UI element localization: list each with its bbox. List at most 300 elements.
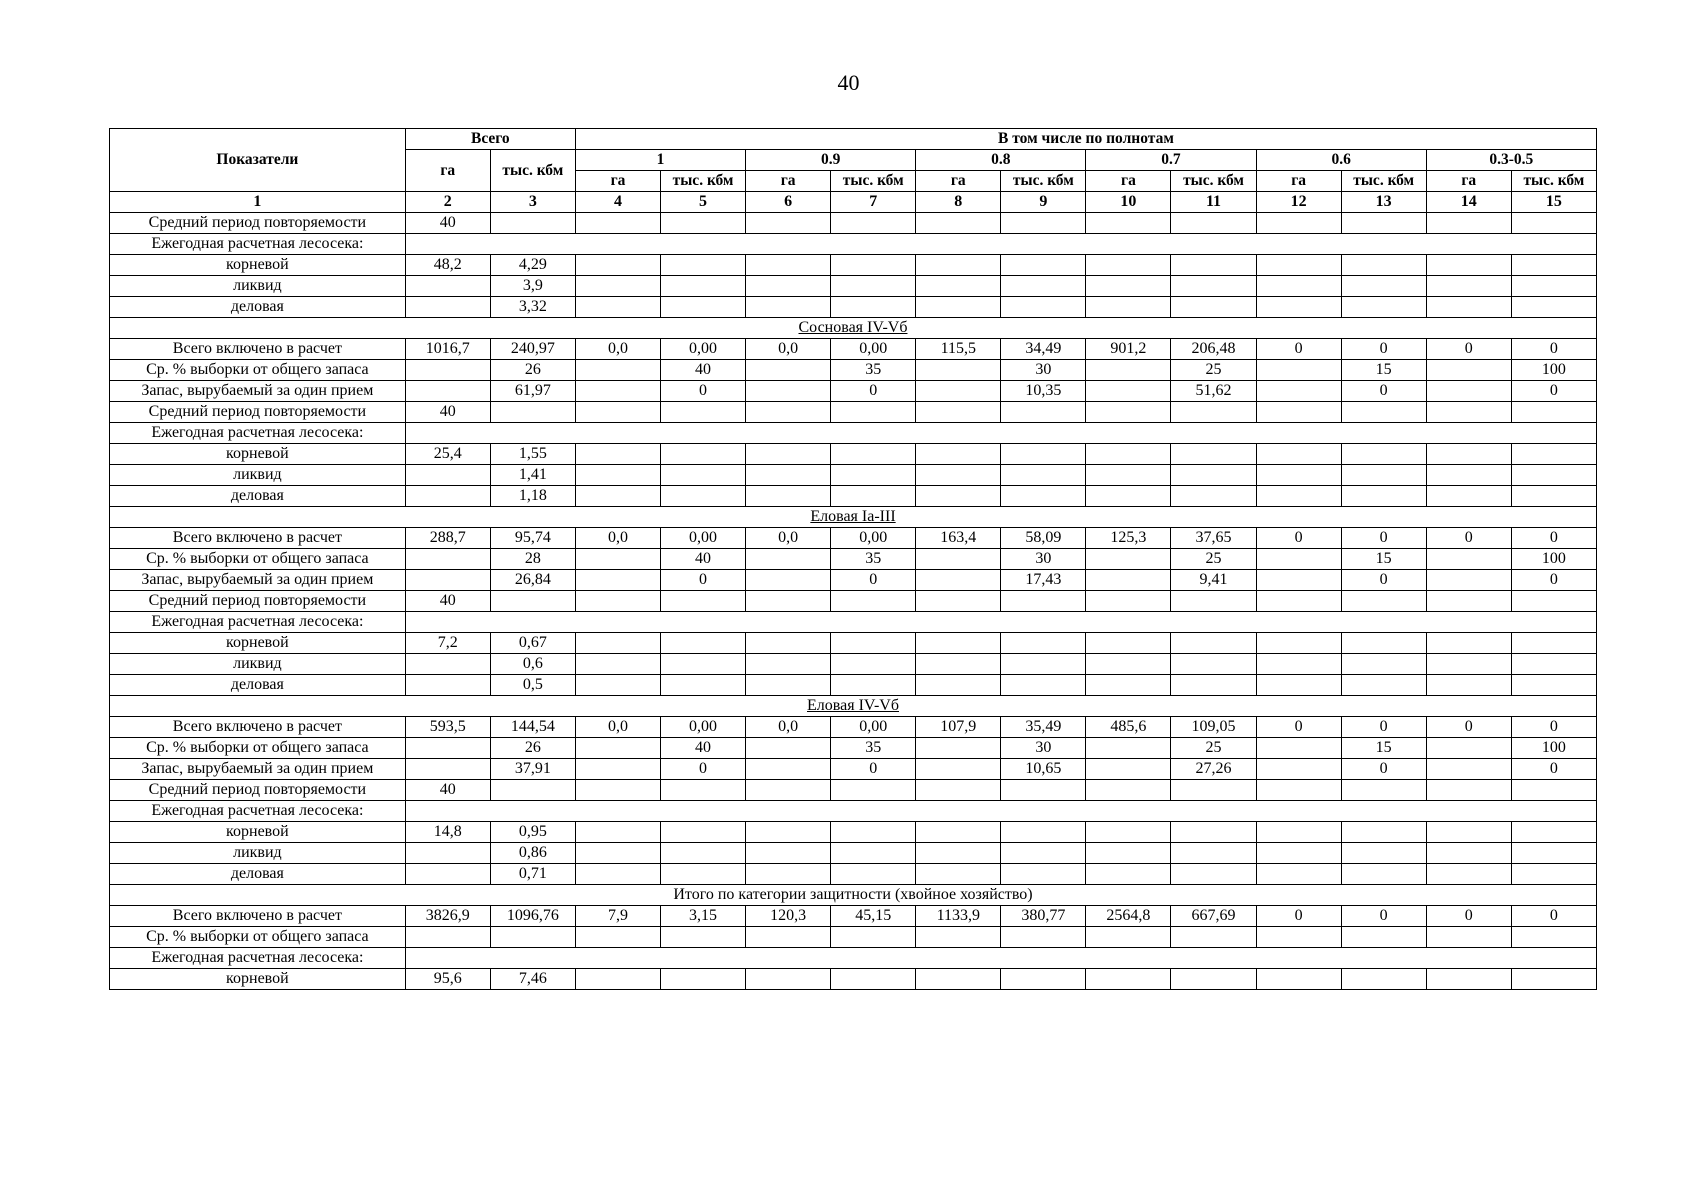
table-cell	[575, 570, 660, 591]
section-row	[110, 696, 1597, 717]
table-cell: 163,4	[916, 528, 1001, 549]
table-cell	[1001, 780, 1086, 801]
table-cell	[1086, 360, 1171, 381]
table-cell	[661, 465, 746, 486]
table-cell	[1001, 822, 1086, 843]
row-label: деловая	[110, 486, 406, 507]
table-cell: 0	[1341, 339, 1426, 360]
table-cell: 28	[490, 549, 575, 570]
header-unit-ha: га	[1426, 171, 1511, 192]
table-cell: 0	[1341, 759, 1426, 780]
table-cell	[1256, 402, 1341, 423]
table-cell	[1341, 843, 1426, 864]
table-cell: 0,6	[490, 654, 575, 675]
table-cell	[575, 738, 660, 759]
table-cell	[1511, 675, 1596, 696]
table-cell: 51,62	[1171, 381, 1256, 402]
table-cell	[1256, 591, 1341, 612]
table-cell	[916, 297, 1001, 318]
table-cell	[661, 822, 746, 843]
table-cell	[1171, 276, 1256, 297]
column-number: 5	[661, 192, 746, 213]
table-cell: 0,0	[746, 528, 831, 549]
table-cell: 485,6	[1086, 717, 1171, 738]
table-cell	[405, 360, 490, 381]
table-cell	[1426, 927, 1511, 948]
table-cell	[1511, 864, 1596, 885]
table-cell	[746, 780, 831, 801]
table-cell	[1086, 654, 1171, 675]
table-cell: 15	[1341, 360, 1426, 381]
table-cell: 107,9	[916, 717, 1001, 738]
table-cell	[1426, 591, 1511, 612]
table-cell	[490, 591, 575, 612]
table-cell	[831, 465, 916, 486]
table-cell	[1086, 822, 1171, 843]
table-cell: 0,95	[490, 822, 575, 843]
section-row	[110, 885, 1597, 906]
table-cell: 3,32	[490, 297, 575, 318]
table-cell: 58,09	[1001, 528, 1086, 549]
table-cell: 25	[1171, 738, 1256, 759]
table-cell	[405, 843, 490, 864]
row-label: ликвид	[110, 843, 406, 864]
table-cell	[746, 486, 831, 507]
table-cell	[1001, 213, 1086, 234]
row-label: корневой	[110, 822, 406, 843]
table-row	[110, 633, 1597, 654]
table-cell: 0,86	[490, 843, 575, 864]
table-row	[110, 339, 1597, 360]
table-cell	[746, 654, 831, 675]
table-cell	[1171, 969, 1256, 990]
table-cell	[1001, 675, 1086, 696]
table-row	[110, 528, 1597, 549]
table-cell	[746, 591, 831, 612]
table-cell	[746, 822, 831, 843]
table-cell	[831, 969, 916, 990]
table-cell	[831, 675, 916, 696]
empty-span	[405, 801, 1596, 822]
table-cell	[575, 381, 660, 402]
table-cell	[575, 486, 660, 507]
table-cell: 35	[831, 360, 916, 381]
table-cell	[575, 255, 660, 276]
table-cell	[1171, 927, 1256, 948]
header-unit-ha: га	[1086, 171, 1171, 192]
table-cell: 0	[1341, 717, 1426, 738]
header-unit-volume: тыс. кбм	[1001, 171, 1086, 192]
table-cell	[746, 843, 831, 864]
row-label: ликвид	[110, 276, 406, 297]
header-unit-ha: га	[575, 171, 660, 192]
table-cell	[1341, 633, 1426, 654]
table-cell	[916, 570, 1001, 591]
table-cell	[575, 843, 660, 864]
table-cell: 15	[1341, 549, 1426, 570]
table-cell: 37,65	[1171, 528, 1256, 549]
column-number: 11	[1171, 192, 1256, 213]
table-cell	[405, 549, 490, 570]
table-cell	[575, 213, 660, 234]
table-cell	[405, 759, 490, 780]
table-cell: 0,71	[490, 864, 575, 885]
table-cell	[1086, 927, 1171, 948]
table-cell	[661, 969, 746, 990]
table-row	[110, 276, 1597, 297]
table-cell: 0	[1426, 339, 1511, 360]
header-unit-volume: тыс. кбм	[1341, 171, 1426, 192]
table-cell	[1171, 675, 1256, 696]
table-cell	[1341, 255, 1426, 276]
table-cell	[1086, 276, 1171, 297]
table-cell	[746, 864, 831, 885]
table-cell	[1086, 444, 1171, 465]
table-cell: 0	[1256, 906, 1341, 927]
table-cell: 100	[1511, 738, 1596, 759]
table-cell	[1086, 465, 1171, 486]
table-cell: 40	[661, 738, 746, 759]
table-cell	[1341, 822, 1426, 843]
table-cell	[1426, 654, 1511, 675]
table-cell	[1426, 969, 1511, 990]
table-cell	[661, 780, 746, 801]
table-cell	[1001, 402, 1086, 423]
column-number: 8	[916, 192, 1001, 213]
table-cell	[831, 843, 916, 864]
table-row	[110, 780, 1597, 801]
table-cell	[1001, 276, 1086, 297]
section-title: Еловая IV-Vб	[110, 696, 1597, 717]
table-cell	[916, 255, 1001, 276]
column-number: 14	[1426, 192, 1511, 213]
table-cell	[1001, 465, 1086, 486]
table-cell	[1341, 675, 1426, 696]
row-label: Всего включено в расчет	[110, 339, 406, 360]
table-cell: 3826,9	[405, 906, 490, 927]
table-cell	[1086, 864, 1171, 885]
table-cell	[490, 780, 575, 801]
table-cell	[1426, 381, 1511, 402]
empty-span	[405, 234, 1596, 255]
table-cell: 7,46	[490, 969, 575, 990]
table-cell	[575, 360, 660, 381]
row-label: Всего включено в расчет	[110, 906, 406, 927]
table-cell	[1001, 654, 1086, 675]
table-cell	[1426, 759, 1511, 780]
table-cell	[1426, 276, 1511, 297]
row-label: Ср. % выборки от общего запаса	[110, 927, 406, 948]
table-cell	[1256, 864, 1341, 885]
table-cell	[916, 969, 1001, 990]
table-cell	[1256, 969, 1341, 990]
table-cell	[831, 927, 916, 948]
table-cell: 7,2	[405, 633, 490, 654]
table-cell	[916, 549, 1001, 570]
table-cell	[575, 276, 660, 297]
table-cell	[1511, 465, 1596, 486]
table-cell	[1426, 465, 1511, 486]
section-title: Еловая Iа-III	[110, 507, 1597, 528]
table-cell	[1341, 486, 1426, 507]
row-label: Средний период повторяемости	[110, 591, 406, 612]
table-cell	[1511, 633, 1596, 654]
table-cell	[916, 381, 1001, 402]
table-cell: 0	[661, 759, 746, 780]
table-cell	[1426, 675, 1511, 696]
table-cell	[405, 864, 490, 885]
header-indicators: Показатели	[110, 129, 406, 192]
table-cell	[1086, 633, 1171, 654]
column-number: 10	[1086, 192, 1171, 213]
table-cell	[746, 402, 831, 423]
row-label: Всего включено в расчет	[110, 528, 406, 549]
row-label: Ср. % выборки от общего запаса	[110, 738, 406, 759]
table-cell	[1511, 654, 1596, 675]
table-cell: 0,67	[490, 633, 575, 654]
table-cell	[746, 759, 831, 780]
table-cell: 0	[831, 381, 916, 402]
table-cell: 30	[1001, 549, 1086, 570]
table-cell	[746, 360, 831, 381]
table-cell	[746, 969, 831, 990]
table-cell	[1256, 633, 1341, 654]
table-cell	[746, 465, 831, 486]
table-cell	[746, 549, 831, 570]
table-cell	[575, 465, 660, 486]
table-row	[110, 465, 1597, 486]
table-cell: 10,65	[1001, 759, 1086, 780]
table-cell	[916, 465, 1001, 486]
table-cell: 3,9	[490, 276, 575, 297]
column-number: 13	[1341, 192, 1426, 213]
table-cell	[746, 738, 831, 759]
table-cell: 0,00	[661, 339, 746, 360]
table-cell	[1171, 864, 1256, 885]
table-row	[110, 402, 1597, 423]
empty-span	[405, 948, 1596, 969]
table-cell	[916, 444, 1001, 465]
table-cell: 0,0	[575, 528, 660, 549]
subheading-row	[110, 423, 1597, 444]
table-cell	[746, 444, 831, 465]
table-cell	[746, 276, 831, 297]
table-cell: 25,4	[405, 444, 490, 465]
table-cell	[575, 444, 660, 465]
header-unit-volume: тыс. кбм	[831, 171, 916, 192]
table-cell	[746, 255, 831, 276]
table-cell: 1,55	[490, 444, 575, 465]
table-cell: 2564,8	[1086, 906, 1171, 927]
header-density-0-8: 0.8	[916, 150, 1086, 171]
table-cell: 30	[1001, 738, 1086, 759]
table-cell	[1256, 759, 1341, 780]
table-cell: 0,0	[746, 717, 831, 738]
table-cell	[1001, 864, 1086, 885]
table-cell	[1086, 255, 1171, 276]
row-label: Ежегодная расчетная лесосека:	[110, 234, 406, 255]
table-cell: 3,15	[661, 906, 746, 927]
column-number: 9	[1001, 192, 1086, 213]
table-cell	[1171, 591, 1256, 612]
table-cell: 25	[1171, 360, 1256, 381]
column-number: 7	[831, 192, 916, 213]
table-row	[110, 381, 1597, 402]
table-cell	[575, 402, 660, 423]
table-cell: 34,49	[1001, 339, 1086, 360]
table-cell: 95,74	[490, 528, 575, 549]
subheading-row	[110, 612, 1597, 633]
table-cell: 0	[1341, 906, 1426, 927]
table-cell: 0	[1256, 339, 1341, 360]
header-unit-ha: га	[746, 171, 831, 192]
table-cell: 0	[661, 381, 746, 402]
table-cell	[831, 633, 916, 654]
table-cell	[1171, 654, 1256, 675]
table-cell: 1133,9	[916, 906, 1001, 927]
table-cell	[405, 927, 490, 948]
table-cell	[405, 486, 490, 507]
table-cell	[661, 213, 746, 234]
row-label: деловая	[110, 864, 406, 885]
header-density-0-6: 0.6	[1256, 150, 1426, 171]
table-row	[110, 927, 1597, 948]
table-cell	[1256, 276, 1341, 297]
table-cell: 95,6	[405, 969, 490, 990]
table-cell	[1086, 759, 1171, 780]
table-cell	[490, 402, 575, 423]
table-cell	[405, 570, 490, 591]
table-cell	[1001, 927, 1086, 948]
table-row	[110, 444, 1597, 465]
row-label: Запас, вырубаемый за один прием	[110, 570, 406, 591]
table-cell	[1256, 780, 1341, 801]
table-cell	[916, 654, 1001, 675]
row-label: Ежегодная расчетная лесосека:	[110, 612, 406, 633]
table-cell	[1341, 213, 1426, 234]
table-cell	[661, 444, 746, 465]
table-cell	[916, 780, 1001, 801]
table-cell	[1341, 297, 1426, 318]
table-cell: 115,5	[916, 339, 1001, 360]
table-cell	[1256, 381, 1341, 402]
column-number: 6	[746, 192, 831, 213]
table-cell	[1426, 213, 1511, 234]
table-cell	[490, 213, 575, 234]
table-cell	[1171, 486, 1256, 507]
table-cell	[831, 402, 916, 423]
table-row	[110, 213, 1597, 234]
table-cell	[1256, 486, 1341, 507]
table-cell	[1511, 969, 1596, 990]
table-cell: 144,54	[490, 717, 575, 738]
table-cell	[916, 591, 1001, 612]
table-cell	[661, 591, 746, 612]
table-cell	[575, 969, 660, 990]
table-cell	[1426, 297, 1511, 318]
table-cell: 35	[831, 738, 916, 759]
table-cell: 0	[1341, 570, 1426, 591]
table-cell	[1086, 591, 1171, 612]
section-row	[110, 318, 1597, 339]
header-unit-ha: га	[1256, 171, 1341, 192]
table-cell: 0	[1511, 759, 1596, 780]
table-cell: 35,49	[1001, 717, 1086, 738]
empty-span	[405, 612, 1596, 633]
row-label: Ежегодная расчетная лесосека:	[110, 948, 406, 969]
table-cell	[1171, 402, 1256, 423]
row-label: корневой	[110, 255, 406, 276]
header-unit-volume: тыс. кбм	[661, 171, 746, 192]
table-cell	[916, 276, 1001, 297]
table-cell	[661, 486, 746, 507]
table-cell	[1171, 444, 1256, 465]
table-cell	[1511, 927, 1596, 948]
table-cell: 100	[1511, 360, 1596, 381]
table-cell	[1511, 402, 1596, 423]
table-cell: 14,8	[405, 822, 490, 843]
table-cell: 9,41	[1171, 570, 1256, 591]
table-row	[110, 969, 1597, 990]
header-density-0-7: 0.7	[1086, 150, 1256, 171]
table-cell	[1001, 444, 1086, 465]
table-cell	[1511, 822, 1596, 843]
header-density-0-9: 0.9	[746, 150, 916, 171]
row-label: Ср. % выборки от общего запаса	[110, 549, 406, 570]
table-cell: 0,00	[831, 717, 916, 738]
table-cell	[1426, 738, 1511, 759]
table-cell: 17,43	[1001, 570, 1086, 591]
table-cell: 240,97	[490, 339, 575, 360]
table-row	[110, 906, 1597, 927]
table-cell: 1,41	[490, 465, 575, 486]
table-cell: 0	[1256, 717, 1341, 738]
table-cell	[916, 738, 1001, 759]
table-cell: 0,0	[575, 339, 660, 360]
table-cell	[405, 381, 490, 402]
table-cell	[831, 444, 916, 465]
column-number: 4	[575, 192, 660, 213]
table-cell	[831, 591, 916, 612]
table-row	[110, 864, 1597, 885]
table-cell: 0	[1341, 381, 1426, 402]
table-cell	[661, 843, 746, 864]
table-cell	[575, 675, 660, 696]
table-cell	[1256, 444, 1341, 465]
table-cell	[916, 486, 1001, 507]
table-cell	[1341, 444, 1426, 465]
table-cell	[1341, 654, 1426, 675]
table-cell: 40	[661, 360, 746, 381]
table-cell	[1511, 486, 1596, 507]
table-cell: 40	[405, 213, 490, 234]
table-row	[110, 486, 1597, 507]
table-cell	[1256, 738, 1341, 759]
table-cell	[661, 297, 746, 318]
table-cell: 40	[661, 549, 746, 570]
table-cell	[831, 297, 916, 318]
table-cell: 0	[1256, 528, 1341, 549]
table-cell	[575, 780, 660, 801]
table-cell	[1001, 633, 1086, 654]
table-cell	[746, 297, 831, 318]
table-cell	[916, 822, 1001, 843]
table-cell	[405, 465, 490, 486]
row-label: корневой	[110, 969, 406, 990]
table-cell	[1511, 780, 1596, 801]
row-label: корневой	[110, 444, 406, 465]
table-cell: 4,29	[490, 255, 575, 276]
